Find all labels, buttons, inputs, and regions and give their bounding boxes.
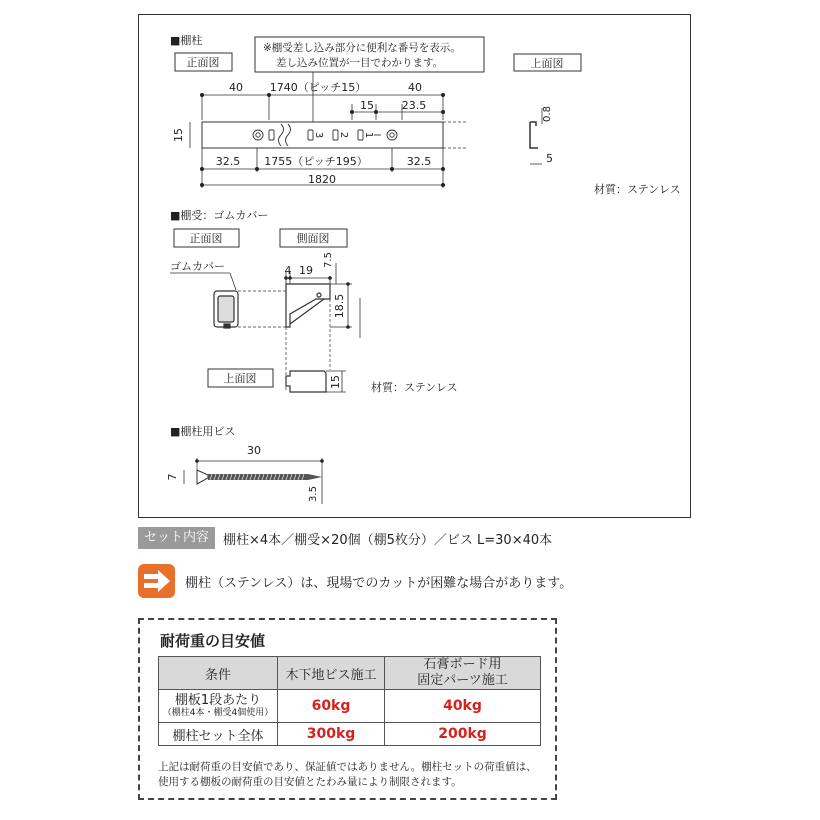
bracket-side	[286, 284, 330, 327]
dim-4: 4	[284, 264, 292, 277]
screw-icon	[197, 470, 322, 484]
dim-15-bracket: 15	[329, 375, 342, 389]
pillar-number-1: 1	[363, 131, 374, 139]
row1-gypsum: 40kg	[385, 690, 541, 723]
dim-18-5: 18.5	[333, 293, 346, 319]
dim-15-top: 15	[360, 99, 374, 112]
callout-line1: ※棚受差し込み部分に便利な番号を表示。	[263, 42, 461, 54]
bracket-heading: ■棚受：ゴムカバー	[170, 209, 269, 222]
pillar-material: 材質：ステンレス	[594, 183, 681, 196]
cut-note-row	[138, 566, 572, 596]
dim-1755: 1755（ピッチ195）	[264, 155, 368, 168]
bracket-top	[286, 371, 326, 392]
row2-gypsum: 200kg	[385, 723, 541, 746]
bracket-front	[214, 291, 238, 328]
pillar-profile	[530, 122, 538, 148]
table-row	[159, 723, 541, 746]
row1-label: 棚板1段あたり	[174, 692, 262, 708]
dim-15-side: 15	[172, 128, 185, 142]
row2-wood: 300kg	[278, 723, 385, 746]
pillar-heading: ■棚柱	[170, 34, 203, 47]
dim-3-5: 3.5	[308, 486, 319, 502]
header-condition: 条件	[159, 657, 278, 690]
dim-5: 5	[546, 152, 553, 165]
set-contents-badge: セット内容	[138, 527, 215, 549]
load-title: 耐荷重の目安値	[160, 632, 266, 650]
rubber-cover-label: ゴムカバー	[170, 260, 225, 273]
bracket-top-view-label: 上面図	[223, 372, 257, 385]
dim-30: 30	[247, 444, 261, 457]
cut-note-text: 棚柱（ステンレス）は、現場でのカットが困難な場合があります。	[185, 575, 573, 591]
row2-label: 棚柱セット全体	[159, 723, 278, 746]
dim-1820: 1820	[308, 173, 336, 186]
footnote-line1: 上記は耐荷重の目安値であり、保証値ではありません。棚柱セットの荷重値は、	[158, 761, 537, 773]
row1-sublabel: （棚柱4本・棚受4個使用）	[162, 707, 274, 718]
bracket-material: 材質：ステンレス	[371, 381, 458, 394]
dim-7-5: 7.5	[323, 252, 334, 268]
load-footnote	[158, 760, 548, 790]
pillar-top-view-label: 上面図	[530, 57, 564, 70]
screw-heading: ■棚柱用ビス	[170, 425, 236, 438]
arrow-right-icon	[138, 564, 175, 598]
dim-19: 19	[299, 264, 313, 277]
dim-40-left: 40	[229, 81, 243, 94]
row1-wood: 60kg	[278, 690, 385, 723]
pillar-number-3: 3	[313, 131, 324, 139]
load-table	[158, 656, 541, 746]
technical-drawing	[138, 14, 691, 518]
header-wood: 木下地ビス施工	[278, 657, 385, 690]
footnote-line2: 使用する棚板の耐荷重の目安値とたわみ量により制限されます。	[158, 776, 462, 788]
pillar-number-2: 2	[338, 131, 349, 139]
row1-label-cell	[159, 690, 278, 723]
dim-32-5-right: 32.5	[406, 155, 432, 168]
dim-23-5: 23.5	[401, 99, 427, 112]
dim-1740: 1740（ピッチ15）	[269, 81, 367, 94]
bracket-front-view-label: 正面図	[189, 232, 223, 245]
bracket-side-view-label: 側面図	[296, 232, 330, 245]
set-contents-row	[138, 527, 552, 549]
pillar-front-view-label: 正面図	[186, 56, 220, 69]
header-gypsum-line2: 固定パーツ施工	[417, 673, 508, 688]
table-row	[159, 690, 541, 723]
set-contents-text: 棚柱×4本／棚受×20個（棚5枚分）／ビス L=30×40本	[223, 532, 553, 548]
dim-40-right: 40	[408, 81, 422, 94]
header-gypsum-line1: 石膏ボード用	[423, 657, 502, 672]
dim-7-screw: 7	[166, 473, 179, 481]
callout-line2: 差し込み位置が一目でわかります。	[276, 57, 444, 69]
dim-32-5-left: 32.5	[215, 155, 241, 168]
dim-0-8: 0.8	[542, 106, 553, 122]
header-gypsum	[385, 657, 541, 690]
